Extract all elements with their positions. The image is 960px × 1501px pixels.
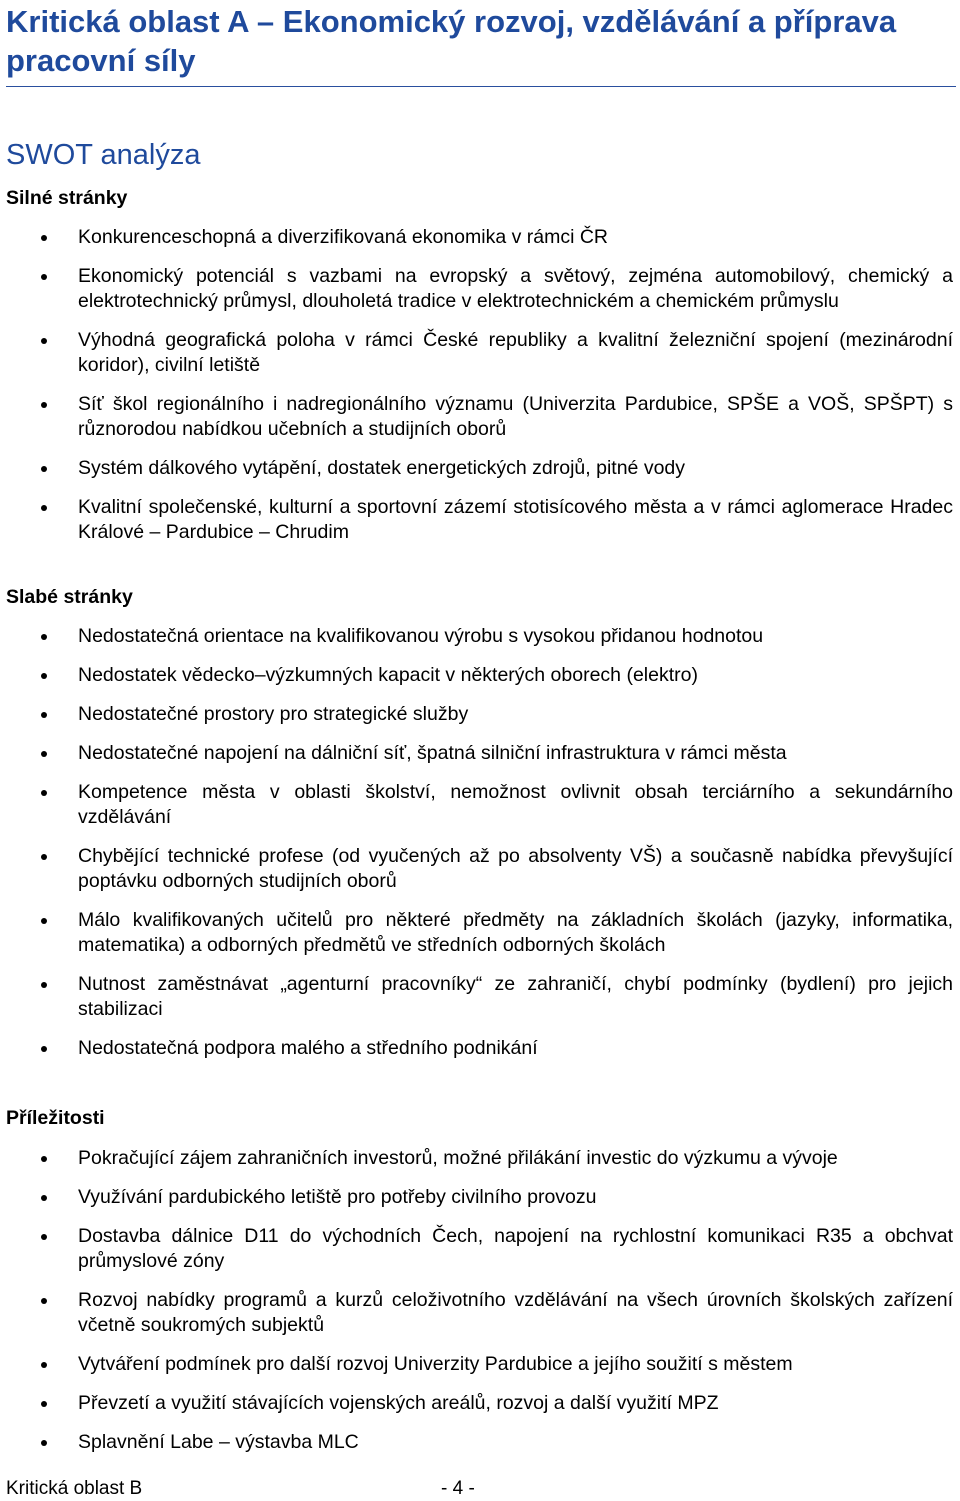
list-item: Vytváření podmínek pro další rozvoj Univerzity Pardubice a jejího soužití s městem [0, 1352, 953, 1377]
list-item: Síť škol regionálního i nadregionálního významu (Univerzita Pardubice, SPŠE a VOŠ, SPŠPT) s různorodou nabídkou učebních a studijních oborů [0, 392, 953, 442]
list-item: Splavnění Labe – výstavba MLC [0, 1430, 953, 1455]
list-item: Nedostatečné napojení na dálniční síť, špatná silniční infrastruktura v rámci města [0, 741, 953, 766]
weaknesses-heading: Slabé stránky [6, 586, 133, 608]
footer-section-label: Kritická oblast B [6, 1478, 143, 1499]
list-item: Kvalitní společenské, kulturní a sportovní zázemí stotisícového města a v rámci aglomerace Hradec Králové – Pardubice – Chrudim [0, 495, 953, 545]
title-divider [6, 86, 956, 87]
list-item: Dostavba dálnice D11 do východních Čech, napojení na rychlostní komunikaci R35 a obchvat průmyslové zóny [0, 1224, 953, 1274]
opportunities-list [0, 1146, 960, 1455]
list-item: Chybějící technické profese (od vyučených až po absolventy VŠ) a současně nabídka převyšující poptávku odborných studijních oborů [0, 844, 953, 894]
page-number: - 4 - [441, 1478, 475, 1499]
list-item: Rozvoj nabídky programů a kurzů celoživotního vzdělávání na všech úrovních školských zařízení včetně soukromých subjektů [0, 1288, 953, 1338]
weaknesses-list [0, 624, 960, 1061]
strengths-list [0, 225, 960, 545]
list-item: Převzetí a využití stávajících vojenských areálů, rozvoj a další využití MPZ [0, 1391, 953, 1416]
list-item: Kompetence města v oblasti školství, nemožnost ovlivnit obsah terciárního a sekundárního vzdělávání [0, 780, 953, 830]
list-item: Pokračující zájem zahraničních investorů, možné přilákání investic do výzkumu a vývoje [0, 1146, 953, 1171]
list-item: Ekonomický potenciál s vazbami na evropský a světový, zejména automobilový, chemický a elektrotechnický průmysl, dlouholetá tradice v elektrotechnickém a chemickém průmyslu [0, 264, 953, 314]
list-item: Nedostatečná orientace na kvalifikovanou výrobu s vysokou přidanou hodnotou [0, 624, 953, 649]
list-item: Konkurenceschopná a diverzifikovaná ekonomika v rámci ČR [0, 225, 953, 250]
list-item: Nutnost zaměstnávat „agenturní pracovníky“ ze zahraničí, chybí podmínky (bydlení) pro jejich stabilizaci [0, 972, 953, 1022]
list-item: Nedostatečná podpora malého a středního podnikání [0, 1036, 953, 1061]
list-item: Systém dálkového vytápění, dostatek energetických zdrojů, pitné vody [0, 456, 953, 481]
strengths-heading: Silné stránky [6, 187, 128, 209]
page-title: Kritická oblast A – Ekonomický rozvoj, vzdělávání a příprava pracovní síly [6, 4, 897, 78]
list-item: Využívání pardubického letiště pro potřeby civilního provozu [0, 1185, 953, 1210]
list-item: Nedostatečné prostory pro strategické služby [0, 702, 953, 727]
list-item: Málo kvalifikovaných učitelů pro některé předměty na základních školách (jazyky, informatika, matematika) a odborných předmětů ve středních odborných školách [0, 908, 953, 958]
list-item: Výhodná geografická poloha v rámci České republiky a kvalitní železniční spojení (mezinárodní koridor), civilní letiště [0, 328, 953, 378]
list-item: Nedostatek vědecko–výzkumných kapacit v některých oborech (elektro) [0, 663, 953, 688]
swot-heading: SWOT analýza [6, 139, 201, 171]
opportunities-heading: Příležitosti [6, 1107, 105, 1129]
